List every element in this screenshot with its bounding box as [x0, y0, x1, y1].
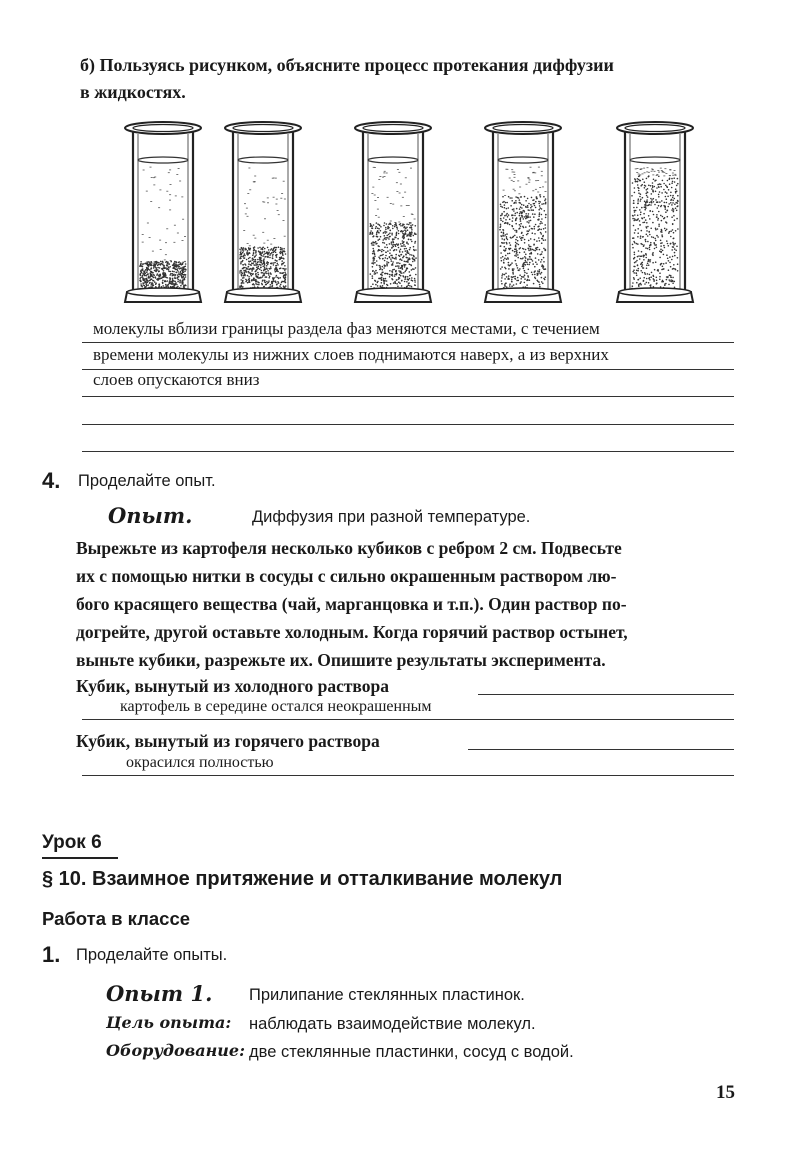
task-b-line1: б) Пользуясь рисунком, объясните процесс протекания диффузии	[80, 55, 614, 75]
cylinder-4	[485, 122, 561, 302]
cold-cube-answer: картофель в середине остался неокрашенным	[120, 698, 432, 715]
cylinder-1	[125, 122, 201, 302]
page-number: 15	[716, 1082, 735, 1103]
task4-experiment-label: Опыт.	[108, 503, 193, 528]
answer-rule-1	[82, 342, 734, 343]
experiment1-title: Прилипание стеклянных пластинок.	[249, 986, 525, 1004]
lesson-title-underline	[42, 857, 118, 859]
answer-rule-4	[82, 424, 734, 425]
cold-answer-rule-b	[82, 719, 734, 720]
hot-cube-label: Кубик, вынутый из горячего раствора	[76, 731, 380, 751]
hot-answer-rule-a	[468, 749, 734, 750]
goal-label: Цель опыта:	[106, 1013, 232, 1032]
task4-experiment-title: Диффузия при разной температуре.	[252, 508, 531, 526]
answer-b-line3: слоев опускаются вниз	[93, 370, 260, 389]
experiment1-label: Опыт 1.	[106, 981, 213, 1006]
equipment-text: две стеклянные пластинки, сосуд с водой.	[249, 1043, 574, 1061]
paragraph-title: § 10. Взаимное притяжение и отталкивание молекул	[42, 868, 563, 890]
section-title: Работа в классе	[42, 908, 191, 929]
hot-answer-rule-b	[82, 775, 734, 776]
task4-body-line1: Вырежьте из картофеля несколько кубиков с ребром 2 см. Подвесьте	[76, 538, 622, 558]
task4-body-line5: выньте кубики, разрежьте их. Опишите результаты эксперимента.	[76, 650, 606, 670]
cylinder-3	[355, 122, 431, 302]
task4-body-line3: бого красящего вещества (чай, марганцовка и т.п.). Один раствор по-	[76, 594, 627, 614]
task1-instruction: Проделайте опыты.	[76, 946, 228, 964]
hot-cube-answer: окрасился полностью	[126, 754, 274, 771]
answer-b-line2: времени молекулы из нижних слоев поднимаются наверх, а из верхних	[93, 345, 609, 364]
task4-body-line2: их с помощью нитки в сосуды с сильно окрашенным раствором лю-	[76, 566, 617, 586]
cylinder-2	[225, 122, 301, 302]
answer-rule-3	[82, 396, 734, 397]
answer-rule-5	[82, 451, 734, 452]
task1-number: 1.	[42, 942, 61, 967]
task-b-line2: в жидкостях.	[80, 82, 186, 102]
task4-instruction: Проделайте опыт.	[78, 472, 216, 490]
goal-text: наблюдать взаимодействие молекул.	[249, 1015, 536, 1033]
task4-number: 4.	[42, 468, 61, 493]
cold-cube-label: Кубик, вынутый из холодного раствора	[76, 676, 389, 696]
task4-body-line4: догрейте, другой оставьте холодным. Когда горячий раствор остынет,	[76, 622, 628, 642]
answer-b-line1: молекулы вблизи границы раздела фаз меняются местами, с течением	[93, 319, 600, 338]
lesson-title: Урок 6	[42, 832, 102, 853]
equipment-label: Оборудование:	[106, 1041, 245, 1060]
cold-answer-rule-a	[478, 694, 734, 695]
cylinder-5	[617, 122, 693, 302]
